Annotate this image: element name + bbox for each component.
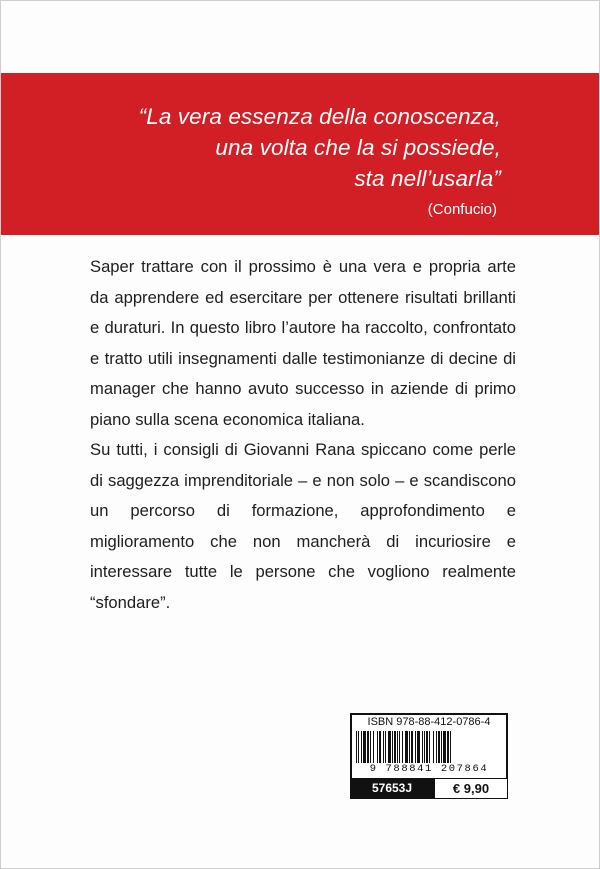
- isbn-label: ISBN 978-88-412-0786-4: [367, 716, 491, 728]
- product-code: 57653J: [350, 778, 434, 799]
- quote-line-3: sta nell’usarla”: [354, 166, 501, 191]
- quote-author: (Confucio): [427, 201, 497, 218]
- description-paragraph-1: Saper trattare con il prossimo è una vera e propria arte da apprendere ed esercitare per ottenere risultati brillanti e duraturi. In questo libro l’autore ha raccolto, confrontato e tratto utili insegnamenti dalle testimonianze di decine di manager che hanno avuto successo in aziende di primo piano sulla scena economica italiana.: [90, 257, 516, 429]
- description-paragraph-2: Su tutti, i consigli di Giovanni Rana spiccano come perle di saggezza imprenditoriale – e non solo – e scandiscono un percorso di formazione, approfondimento e miglioramento che non mancherà di incuriosire e interessare tutte le persone che vogliono realmente “sfondare”.: [90, 440, 516, 612]
- quote-line-2: una volta che la si possiede,: [215, 135, 501, 160]
- book-description: [90, 252, 516, 618]
- quote-line-1: “La vera essenza della conoscenza,: [138, 104, 501, 129]
- price-label: € 9,90: [434, 778, 508, 799]
- barcode-digits: 9 788841 207864: [369, 763, 489, 775]
- barcode-box: [350, 713, 508, 799]
- quote-band: [1, 73, 599, 235]
- price-row: [350, 778, 508, 799]
- barcode-icon: [356, 731, 502, 763]
